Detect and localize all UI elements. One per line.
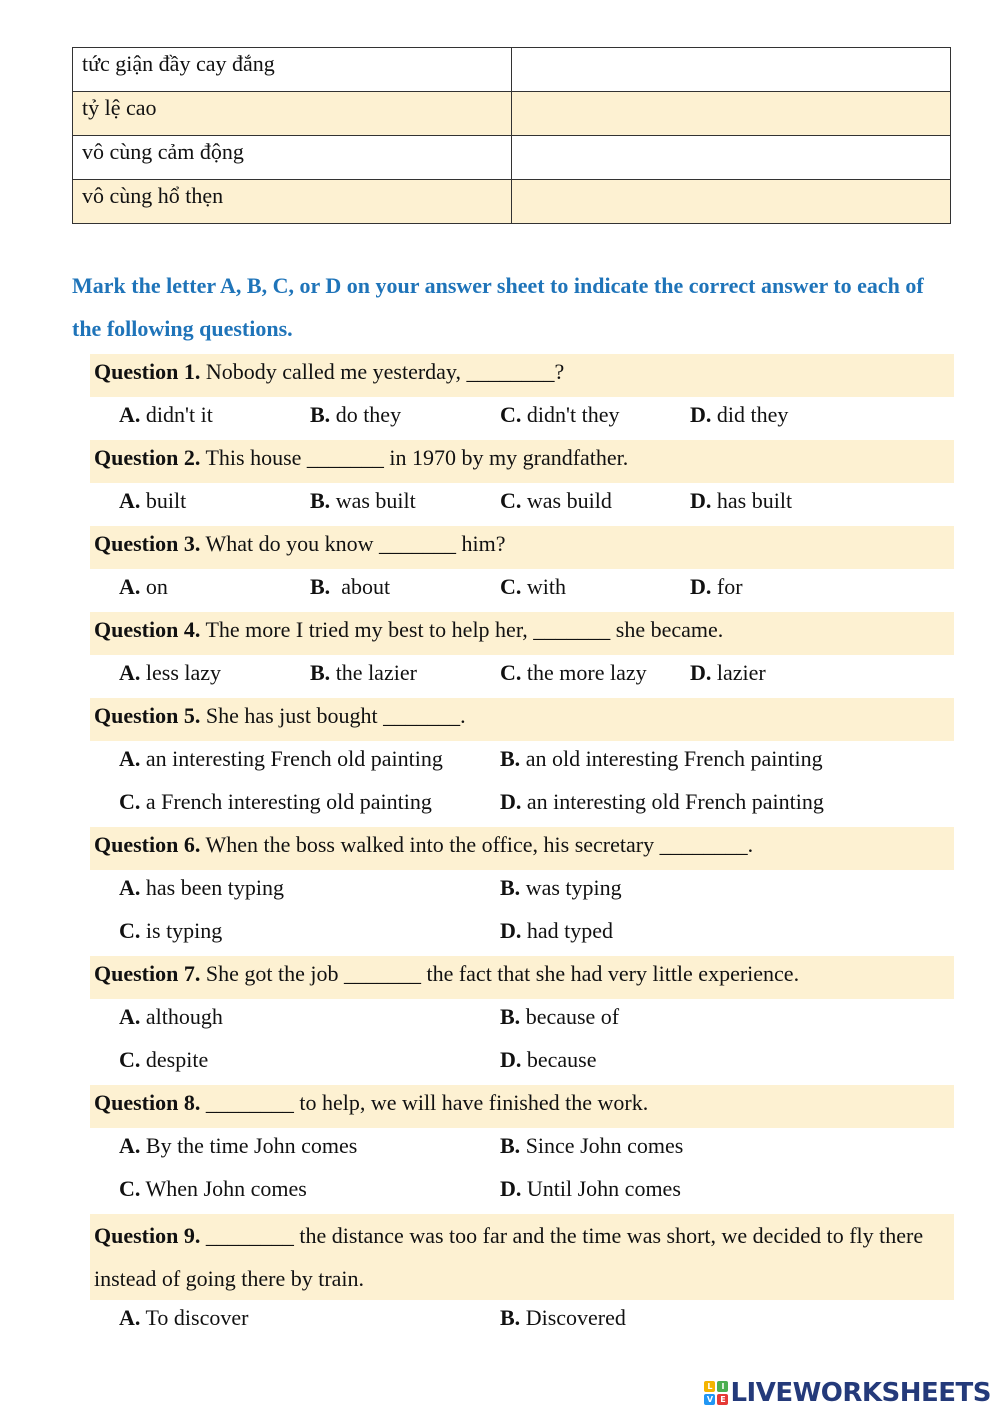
option-letter: C. <box>119 1176 141 1201</box>
options-row <box>90 1171 954 1214</box>
option-text: an interesting French old painting <box>140 746 443 771</box>
question-stem <box>90 440 954 483</box>
options-row <box>90 784 954 827</box>
option-letter: B. <box>310 660 331 685</box>
option-letter: D. <box>500 789 522 814</box>
question-text: The more I tried my best to help her, _______ she became. <box>200 617 724 642</box>
option-b[interactable] <box>500 741 823 777</box>
option-b[interactable] <box>500 1300 626 1336</box>
option-a[interactable] <box>119 397 213 433</box>
option-text: a French interesting old painting <box>140 789 432 814</box>
vocab-answer-cell[interactable] <box>512 136 951 180</box>
options-row <box>90 913 954 956</box>
option-letter: D. <box>690 488 712 513</box>
question-label: Question 3. <box>94 531 201 556</box>
question-text: This house _______ in 1970 by my grandfather. <box>200 445 629 470</box>
options-row <box>90 655 954 698</box>
option-letter: B. <box>500 1305 521 1330</box>
vocab-answer-cell[interactable] <box>512 92 951 136</box>
option-c[interactable] <box>500 569 566 605</box>
logo-tile: L <box>704 1381 715 1392</box>
vocab-row <box>73 48 951 92</box>
option-letter: D. <box>500 1047 522 1072</box>
option-d[interactable] <box>690 397 788 433</box>
option-a[interactable] <box>119 483 186 519</box>
option-text: because <box>521 1047 597 1072</box>
question-stem <box>90 612 954 655</box>
option-text: When John comes <box>140 1176 307 1201</box>
liveworksheets-logo-icon <box>704 1381 728 1405</box>
option-letter: A. <box>119 746 141 771</box>
option-text: an interesting old French painting <box>521 789 824 814</box>
option-letter: A. <box>119 574 141 599</box>
vocab-vi-cell: tức giận đầy cay đắng <box>73 48 512 92</box>
instructions-heading: Mark the letter A, B, C, or D on your answer sheet to indicate the correct answer to each of the following questions. <box>72 273 924 341</box>
option-text: To discover <box>140 1305 249 1330</box>
option-text: Until John comes <box>521 1176 681 1201</box>
question-list <box>90 354 954 1343</box>
vocab-row <box>73 136 951 180</box>
question-label: Question 7. <box>94 961 201 986</box>
option-c[interactable] <box>119 913 222 949</box>
logo-tile: E <box>717 1394 728 1405</box>
question-stem <box>90 827 954 870</box>
vocab-answer-cell[interactable] <box>512 180 951 224</box>
option-a[interactable] <box>119 870 284 906</box>
option-text: didn't they <box>521 402 620 427</box>
option-letter: C. <box>119 789 141 814</box>
option-letter: C. <box>500 574 522 599</box>
option-c[interactable] <box>500 483 612 519</box>
option-text: was built <box>330 488 416 513</box>
option-text: By the time John comes <box>140 1133 358 1158</box>
option-letter: A. <box>119 1004 141 1029</box>
option-c[interactable] <box>500 655 647 691</box>
question-text: Nobody called me yesterday, ________? <box>200 359 565 384</box>
option-text: less lazy <box>140 660 222 685</box>
question-stem <box>90 1214 954 1300</box>
question-text: When the boss walked into the office, his secretary ________. <box>200 832 754 857</box>
question-stem <box>90 526 954 569</box>
option-letter: B. <box>500 1133 521 1158</box>
option-letter: A. <box>119 1133 141 1158</box>
option-letter: B. <box>500 875 521 900</box>
question-stem <box>90 956 954 999</box>
option-text: with <box>521 574 567 599</box>
vocab-row <box>73 92 951 136</box>
question-text: ________ to help, we will have finished the work. <box>200 1090 649 1115</box>
option-d[interactable] <box>690 569 743 605</box>
option-text: the lazier <box>330 660 417 685</box>
option-letter: B. <box>310 402 331 427</box>
option-letter: A. <box>119 1305 141 1330</box>
option-d[interactable] <box>690 483 792 519</box>
question-label: Question 1. <box>94 359 201 384</box>
option-text: despite <box>140 1047 209 1072</box>
option-letter: D. <box>690 574 712 599</box>
option-text: had typed <box>521 918 614 943</box>
options-row <box>90 1300 954 1343</box>
question-text: She has just bought _______. <box>200 703 466 728</box>
option-d[interactable] <box>500 1042 597 1078</box>
options-row <box>90 870 954 913</box>
option-letter: D. <box>690 660 712 685</box>
option-a[interactable] <box>119 1300 248 1336</box>
option-c[interactable] <box>119 1042 208 1078</box>
option-letter: B. <box>500 746 521 771</box>
option-text: for <box>711 574 743 599</box>
vocab-answer-cell[interactable] <box>512 48 951 92</box>
option-a[interactable] <box>119 1128 357 1164</box>
options-row <box>90 483 954 526</box>
options-row <box>90 1042 954 1085</box>
option-text: was typing <box>520 875 622 900</box>
option-a[interactable] <box>119 999 223 1035</box>
question-label: Question 9. <box>94 1223 201 1248</box>
option-text: do they <box>330 402 402 427</box>
option-b[interactable] <box>310 655 417 691</box>
vocab-vi-cell: tỷ lệ cao <box>73 92 512 136</box>
options-row <box>90 397 954 440</box>
option-text: is typing <box>140 918 223 943</box>
option-letter: A. <box>119 402 141 427</box>
option-a[interactable] <box>119 741 443 777</box>
option-text: built <box>140 488 187 513</box>
question-label: Question 5. <box>94 703 201 728</box>
option-a[interactable] <box>119 569 168 605</box>
option-letter: C. <box>500 488 522 513</box>
options-row <box>90 1128 954 1171</box>
option-letter: A. <box>119 488 141 513</box>
option-text: an old interesting French painting <box>520 746 823 771</box>
option-text: lazier <box>711 660 766 685</box>
option-c[interactable] <box>119 1171 307 1207</box>
option-text: about <box>330 574 391 599</box>
option-b[interactable] <box>310 397 401 433</box>
logo-tile: V <box>704 1394 715 1405</box>
option-b[interactable] <box>500 1128 683 1164</box>
question-label: Question 6. <box>94 832 201 857</box>
option-letter: C. <box>119 918 141 943</box>
question-stem <box>90 698 954 741</box>
option-text: the more lazy <box>521 660 647 685</box>
option-letter: B. <box>310 574 331 599</box>
option-text: Since John comes <box>520 1133 684 1158</box>
option-letter: C. <box>500 660 522 685</box>
question-text: She got the job _______ the fact that she had very little experience. <box>200 961 800 986</box>
option-b[interactable] <box>310 483 416 519</box>
option-b[interactable] <box>500 870 622 906</box>
option-b[interactable] <box>500 999 619 1035</box>
option-text: didn't it <box>140 402 213 427</box>
question-text: What do you know _______ him? <box>200 531 506 556</box>
option-letter: A. <box>119 875 141 900</box>
liveworksheets-logo-text: LIVEWORKSHEETS <box>730 1378 991 1408</box>
question-text: ________ the distance was too far and the time was short, we decided to fly there instead of going there by train. <box>94 1223 924 1291</box>
option-letter: D. <box>500 918 522 943</box>
option-b[interactable] <box>310 569 390 605</box>
question-stem <box>90 1085 954 1128</box>
option-text: because of <box>520 1004 620 1029</box>
question-label: Question 8. <box>94 1090 201 1115</box>
option-text: Discovered <box>520 1305 626 1330</box>
option-text: on <box>140 574 168 599</box>
option-d[interactable] <box>690 655 766 691</box>
option-d[interactable] <box>500 784 824 820</box>
option-c[interactable] <box>119 784 432 820</box>
vocab-vi-cell: vô cùng hổ thẹn <box>73 180 512 224</box>
vocab-row <box>73 180 951 224</box>
option-text: was build <box>521 488 612 513</box>
option-text: has been typing <box>140 875 284 900</box>
option-letter: D. <box>500 1176 522 1201</box>
vocab-vi-cell: vô cùng cảm động <box>73 136 512 180</box>
question-stem <box>90 354 954 397</box>
options-row <box>90 569 954 612</box>
option-d[interactable] <box>500 913 613 949</box>
option-letter: B. <box>310 488 331 513</box>
option-text: although <box>140 1004 223 1029</box>
option-text: has built <box>711 488 793 513</box>
option-letter: D. <box>690 402 712 427</box>
option-letter: B. <box>500 1004 521 1029</box>
option-a[interactable] <box>119 655 221 691</box>
logo-tile: I <box>717 1381 728 1392</box>
options-row <box>90 999 954 1042</box>
option-c[interactable] <box>500 397 619 433</box>
options-row <box>90 741 954 784</box>
question-label: Question 2. <box>94 445 201 470</box>
vocab-table <box>72 47 951 224</box>
liveworksheets-logo <box>704 1377 991 1409</box>
option-letter: A. <box>119 660 141 685</box>
option-text: did they <box>711 402 789 427</box>
option-d[interactable] <box>500 1171 681 1207</box>
option-letter: C. <box>119 1047 141 1072</box>
question-label: Question 4. <box>94 617 201 642</box>
option-letter: C. <box>500 402 522 427</box>
